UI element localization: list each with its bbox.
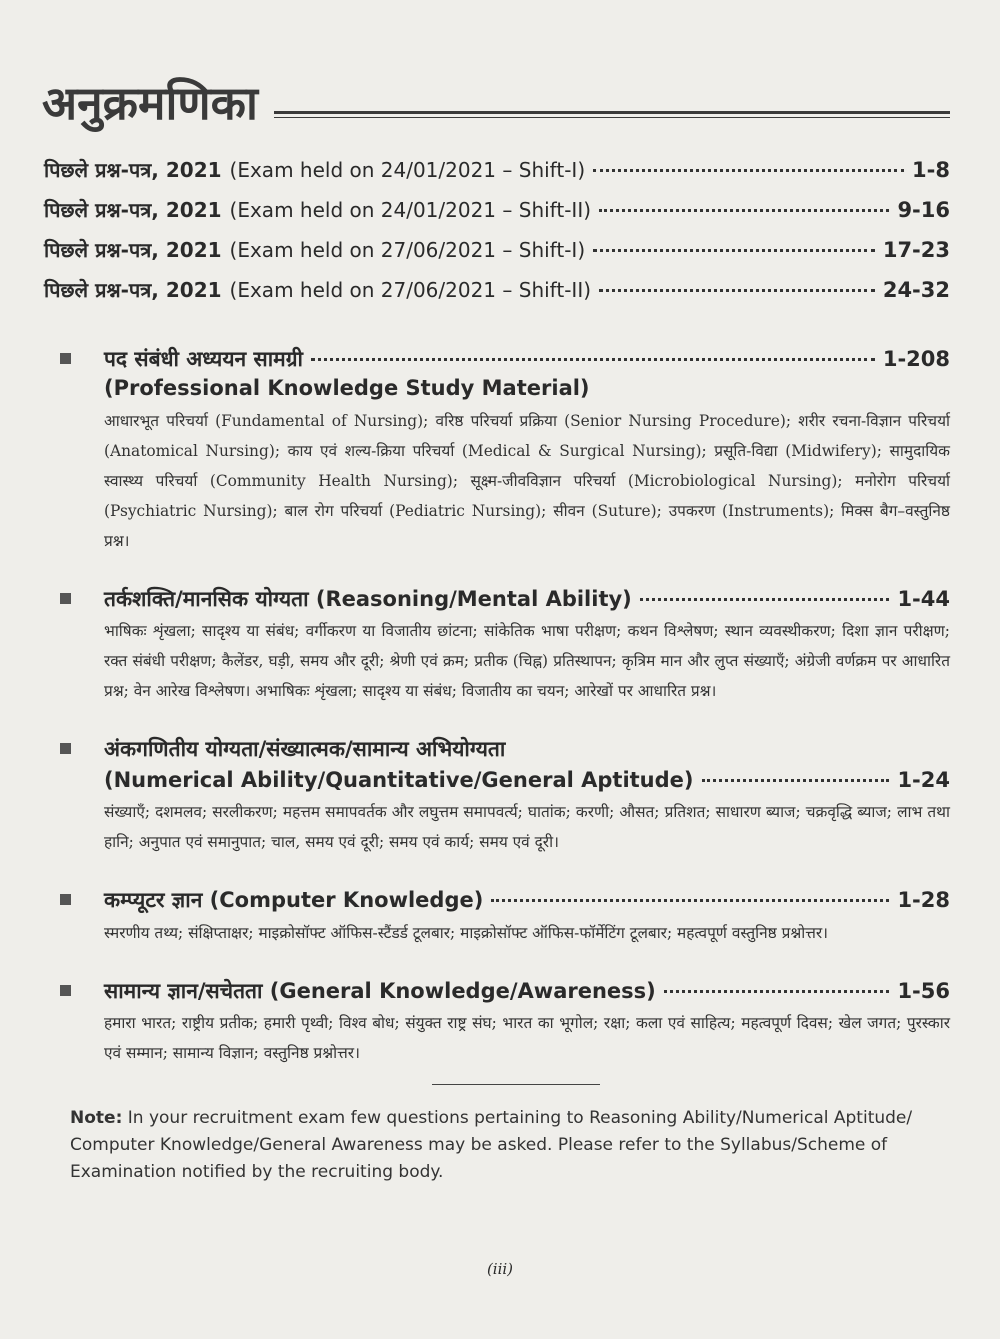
section-numerical-ability (60, 734, 950, 857)
section-heading[interactable] (104, 885, 950, 915)
previous-paper-row[interactable] (44, 236, 950, 276)
paper-pages: 1-8 (912, 158, 950, 182)
note (70, 1105, 950, 1186)
square-bullet-icon (60, 985, 71, 996)
leader-dots (599, 209, 889, 212)
section-professional-knowledge (60, 344, 950, 556)
section-pages: 1-44 (897, 586, 950, 611)
paper-exam-date: (Exam held on 24/01/2021 – Shift-II) (229, 198, 592, 222)
section-title: कम्प्यूटर ज्ञान (Computer Knowledge) (104, 888, 484, 913)
title-rule (274, 111, 950, 118)
previous-paper-row[interactable] (44, 156, 950, 196)
section-reasoning (60, 584, 950, 706)
leader-dots (311, 358, 875, 361)
section-computer-knowledge (60, 885, 950, 947)
section-description: आधारभूत परिचर्या (Fundamental of Nursing); वरिष्ठ परिचर्या प्रक्रिया (Senior Nursing Procedure); शरीर रचना-विज्ञान परिचर्या (Anatomical Nursing); काय एवं शल्य-क्रिया परिचर्या (Medical & Surgical Nursing); प्रसूति-विद्या (Midwifery); सामुदायिक स्वास्थ्य परिचर्या (Community Health Nursing); सूक्ष्म-जीवविज्ञान परिचर्या (Microbiological Nursing); मनोरोग परिचर्या (Psychiatric Nursing); बाल रोग परिचर्या (Pediatric Nursing); सीवन (Suture); उपकरण (Instruments); मिक्स बैग–वस्तुनिष्ठ प्रश्न। (104, 411, 950, 550)
page-title: अनुक्रमणिका (42, 76, 258, 130)
leader-dots (491, 899, 889, 902)
square-bullet-icon (60, 743, 71, 754)
paper-pages: 17-23 (882, 238, 950, 262)
previous-papers-list (44, 156, 950, 316)
paper-hindi-label: पिछले प्रश्न-पत्र, 2021 (44, 238, 222, 262)
square-bullet-icon (60, 894, 71, 905)
leader-dots (593, 169, 904, 172)
section-heading[interactable] (104, 584, 950, 614)
paper-exam-date: (Exam held on 27/06/2021 – Shift-I) (229, 238, 586, 262)
leader-dots (664, 990, 890, 993)
section-title: पद संबंधी अध्ययन सामग्री (104, 347, 303, 371)
section-subtitle: (Professional Knowledge Study Material) (104, 376, 590, 401)
section-general-knowledge (60, 976, 950, 1068)
square-bullet-icon (60, 593, 71, 604)
section-heading[interactable] (104, 344, 950, 374)
section-title: तर्कशक्ति/मानसिक योग्यता (Reasoning/Mental Ability) (104, 586, 632, 611)
previous-paper-row[interactable] (44, 276, 950, 316)
note-label: Note: (70, 1108, 123, 1129)
section-description: भाषिकः शृंखला; सादृश्य या संबंध; वर्गीकरण या विजातीय छांटना; सांकेतिक भाषा परीक्षण; कथन विश्लेषण; स्थान व्यवस्थीकरण; दिशा ज्ञान परीक्षण; रक्त संबंधी परीक्षण; कैलेंडर, घड़ी, समय और दूरी; श्रेणी एवं क्रम; प्रतीक (चिह्न) प्रतिस्थापन; कृत्रिम मान और लुप्त संख्याएँ; अंग्रेजी वर्णक्रम पर आधारित प्रश्न; वेन आरेख विश्लेषण। अभाषिकः शृंखला; सादृश्य या संबंध; विजातीय का चयन; आरेखों पर आधारित प्रश्न। (104, 622, 950, 701)
paper-hindi-label: पिछले प्रश्न-पत्र, 2021 (44, 158, 222, 182)
paper-pages: 9-16 (897, 198, 950, 222)
section-pages: 1-56 (897, 978, 950, 1003)
previous-paper-row[interactable] (44, 196, 950, 236)
section-description: संख्याएँ; दशमलव; सरलीकरण; महत्तम समापवर्तक और लघुत्तम समापवर्त्य; घातांक; करणी; औसत; प्रतिशत; साधारण ब्याज; चक्रवृद्धि ब्याज; लाभ तथा हानि; अनुपात एवं समानुपात; चाल, समय एवं दूरी; समय एवं कार्य; समय एवं दूरी। (104, 803, 950, 852)
paper-hindi-label: पिछले प्रश्न-पत्र, 2021 (44, 198, 222, 222)
section-heading[interactable] (104, 976, 950, 1006)
leader-dots (599, 289, 875, 292)
section-pages: 1-208 (882, 347, 950, 371)
paper-pages: 24-32 (882, 278, 950, 302)
page-number: (iii) (486, 1260, 514, 1278)
note-text: In your recruitment exam few questions pertaining to Reasoning Ability/Numerical Aptitude/ Computer Knowledge/General Awareness may be asked. Please refer to the Syllabus/Scheme of Examination notified by the recruiting body. (70, 1108, 913, 1183)
title-row (42, 76, 950, 130)
end-rule (432, 1084, 600, 1085)
section-title: अंकगणितीय योग्यता/संख्यात्मक/सामान्य अभियोग्यता (104, 737, 506, 762)
section-heading (104, 734, 950, 764)
square-bullet-icon (60, 353, 71, 364)
section-subtitle-row[interactable] (104, 765, 950, 795)
leader-dots (640, 598, 890, 601)
section-description: हमारा भारत; राष्ट्रीय प्रतीक; हमारी पृथ्वी; विश्व बोध; संयुक्त राष्ट्र संघ; भारत का भूगोल; रक्षा; कला एवं साहित्य; महत्वपूर्ण दिवस; खेल जगत; पुरस्कार एवं सम्मान; सामान्य विज्ञान; वस्तुनिष्ठ प्रश्नोत्तर। (104, 1014, 950, 1063)
section-description: स्मरणीय तथ्य; संक्षिप्ताक्षर; माइक्रोसॉफ्ट ऑफिस-स्टैंडर्ड टूलबार; माइक्रोसॉफ्ट ऑफिस-फॉर्मेटिंग टूलबार; महत्वपूर्ण वस्तुनिष्ठ प्रश्नोत्तर। (104, 923, 829, 942)
paper-hindi-label: पिछले प्रश्न-पत्र, 2021 (44, 278, 222, 302)
section-subtitle: (Numerical Ability/Quantitative/General Aptitude) (104, 767, 694, 792)
paper-exam-date: (Exam held on 24/01/2021 – Shift-I) (229, 158, 586, 182)
leader-dots (702, 779, 890, 782)
section-title: सामान्य ज्ञान/सचेतता (General Knowledge/Awareness) (104, 978, 656, 1003)
section-pages: 1-24 (897, 767, 950, 792)
section-pages: 1-28 (897, 888, 950, 913)
paper-exam-date: (Exam held on 27/06/2021 – Shift-II) (229, 278, 592, 302)
leader-dots (593, 249, 875, 252)
